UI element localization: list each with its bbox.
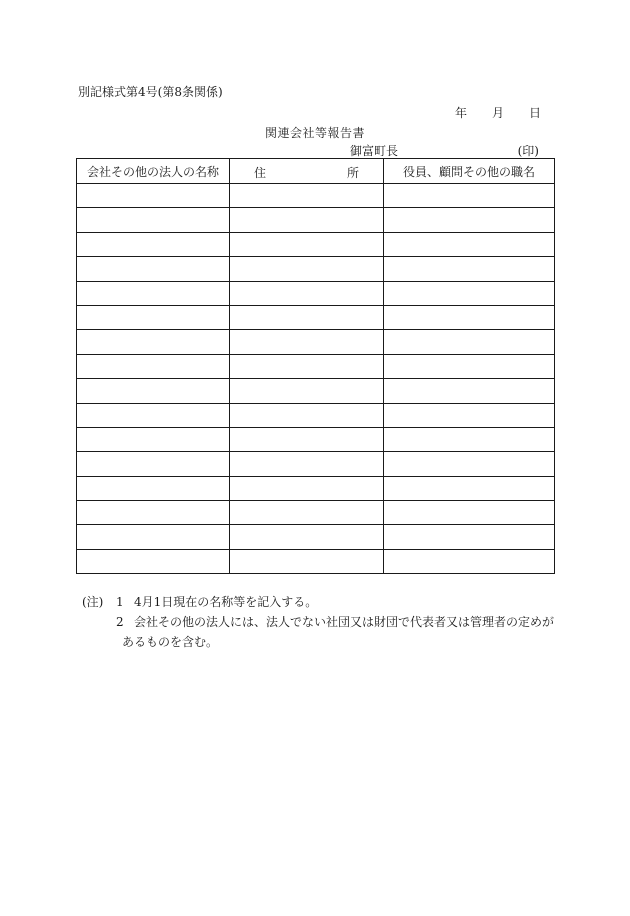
document-title: 関連会社等報告書 bbox=[264, 126, 365, 140]
address-cell[interactable] bbox=[230, 281, 384, 305]
company-name-cell[interactable] bbox=[77, 379, 230, 403]
position-cell[interactable] bbox=[384, 452, 555, 476]
position-cell[interactable] bbox=[384, 379, 555, 403]
address-cell[interactable] bbox=[230, 232, 384, 256]
table-row bbox=[77, 427, 555, 451]
company-name-cell[interactable] bbox=[77, 549, 230, 573]
note-number: 2 bbox=[116, 615, 124, 629]
notes-prefix: (注) bbox=[82, 595, 104, 609]
date-year-label: 年 bbox=[455, 106, 468, 120]
company-name-cell[interactable] bbox=[77, 232, 230, 256]
position-cell[interactable] bbox=[384, 427, 555, 451]
position-cell[interactable] bbox=[384, 501, 555, 525]
table-row bbox=[77, 452, 555, 476]
position-cell[interactable] bbox=[384, 208, 555, 232]
date-day-label: 日 bbox=[529, 106, 542, 120]
notes-section bbox=[82, 593, 562, 653]
company-name-cell[interactable] bbox=[77, 330, 230, 354]
position-cell[interactable] bbox=[384, 330, 555, 354]
note-text-continuation: あるものを含む。 bbox=[122, 635, 219, 649]
report-table bbox=[76, 158, 555, 574]
note-number: 1 bbox=[116, 595, 124, 609]
table-row bbox=[77, 305, 555, 329]
position-cell[interactable] bbox=[384, 281, 555, 305]
table-row bbox=[77, 257, 555, 281]
table-row bbox=[77, 525, 555, 549]
company-name-cell[interactable] bbox=[77, 208, 230, 232]
address-cell[interactable] bbox=[230, 305, 384, 329]
address-cell[interactable] bbox=[230, 354, 384, 378]
company-name-cell[interactable] bbox=[77, 501, 230, 525]
company-name-cell[interactable] bbox=[77, 305, 230, 329]
position-cell[interactable] bbox=[384, 354, 555, 378]
note-item bbox=[82, 593, 562, 613]
address-cell[interactable] bbox=[230, 257, 384, 281]
table-row bbox=[77, 330, 555, 354]
position-cell[interactable] bbox=[384, 232, 555, 256]
header-address-part1: 住 bbox=[254, 166, 267, 180]
address-cell[interactable] bbox=[230, 379, 384, 403]
table-row bbox=[77, 208, 555, 232]
table-row bbox=[77, 403, 555, 427]
table-row bbox=[77, 232, 555, 256]
company-name-cell[interactable] bbox=[77, 476, 230, 500]
table-header-row bbox=[77, 159, 555, 184]
note-text: 4月1日現在の名称等を記入する。 bbox=[134, 595, 318, 609]
position-cell[interactable] bbox=[384, 305, 555, 329]
header-company-name: 会社その他の法人の名称 bbox=[77, 159, 230, 184]
company-name-cell[interactable] bbox=[77, 354, 230, 378]
note-text: 会社その他の法人には、法人でない社団又は財団で代表者又は管理者の定めが bbox=[134, 615, 555, 629]
date-month-label: 月 bbox=[492, 106, 505, 120]
seal-mark: (印) bbox=[517, 144, 539, 158]
table-row bbox=[77, 476, 555, 500]
company-name-cell[interactable] bbox=[77, 184, 230, 208]
addressee-name: 御富町長 bbox=[350, 144, 399, 158]
company-name-cell[interactable] bbox=[77, 427, 230, 451]
note-item bbox=[82, 613, 562, 633]
table-row bbox=[77, 354, 555, 378]
address-cell[interactable] bbox=[230, 476, 384, 500]
address-cell[interactable] bbox=[230, 427, 384, 451]
table-row bbox=[77, 549, 555, 573]
position-cell[interactable] bbox=[384, 549, 555, 573]
company-name-cell[interactable] bbox=[77, 403, 230, 427]
table-row bbox=[77, 379, 555, 403]
header-address bbox=[230, 159, 384, 184]
address-cell[interactable] bbox=[230, 525, 384, 549]
addressee-line bbox=[350, 141, 539, 159]
position-cell[interactable] bbox=[384, 257, 555, 281]
header-position: 役員、顧問その他の職名 bbox=[384, 159, 555, 184]
form-number-label: 別記様式第4号(第8条関係) bbox=[78, 85, 223, 99]
address-cell[interactable] bbox=[230, 403, 384, 427]
address-cell[interactable] bbox=[230, 452, 384, 476]
company-name-cell[interactable] bbox=[77, 525, 230, 549]
header-address-part2: 所 bbox=[346, 166, 359, 180]
address-cell[interactable] bbox=[230, 330, 384, 354]
address-cell[interactable] bbox=[230, 184, 384, 208]
company-name-cell[interactable] bbox=[77, 281, 230, 305]
company-name-cell[interactable] bbox=[77, 257, 230, 281]
note-continuation bbox=[82, 633, 562, 653]
table-body bbox=[77, 184, 555, 574]
table-row bbox=[77, 281, 555, 305]
position-cell[interactable] bbox=[384, 403, 555, 427]
address-cell[interactable] bbox=[230, 208, 384, 232]
address-cell[interactable] bbox=[230, 549, 384, 573]
company-name-cell[interactable] bbox=[77, 452, 230, 476]
position-cell[interactable] bbox=[384, 476, 555, 500]
position-cell[interactable] bbox=[384, 525, 555, 549]
address-cell[interactable] bbox=[230, 501, 384, 525]
position-cell[interactable] bbox=[384, 184, 555, 208]
table-row bbox=[77, 184, 555, 208]
table-row bbox=[77, 501, 555, 525]
